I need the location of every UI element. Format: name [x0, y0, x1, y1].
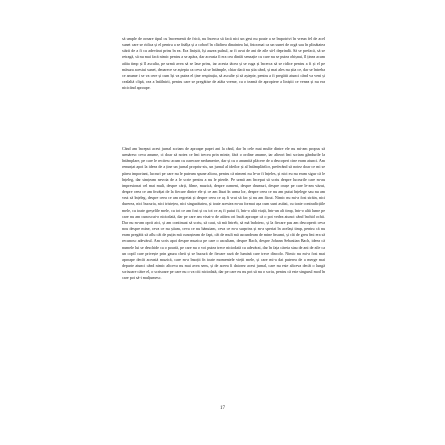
paragraph-2: Când am început acest jurnal scriam de aproape papei ani la rând, dar în cele mai multe dintre ele nu mi-am propus să urmăresc ceva anume, ci doar să notez ce îmi trecea prin minte, fără o ordine anume, iar alteori îmi scriam gândurile la întâmplare, pe care le recitesc acum cu oarecare nedumerire, dar și cu o anumită plăcere de a descoperi cine eram atunci. Am renunțat apoi la ideea de a ține un jurnal propriu-zis, un jurnal al ideilor și al întâmplărilor, preferând să notez doar ce mi se părea important, lucruri pe care nu le puteam spune altora, pentru că nimeni nu le-ar fi înțeles, și nici eu nu eram sigur că le înțeleg, dar simțeam nevoia de a le scrie pentru a nu le pierde. Pe urmă am început să scriu despre lucrurile care m-au impresionat cel mai mult, despre cărți, filme, muzică, despre oameni, despre drumuri, despre orașe pe care le-am văzut, despre ceea ce am învățat de la fiecare dintre ele și ce am lăsat în urma lor, despre ceea ce nu am putut înțelege sau nu am vrut să înțeleg, despre ceea ce am regretat și despre ceea ce aș fi vrut să fac și nu am făcut. Nimic nu mi-a fost străin, nici durerea, nici bucuria, nici tristețea, nici singurătatea, și toate acestea m-au format așa cum sunt astăzi, cu toate contradicțiile mele, cu toate greșelile mele, cu tot ce am fost și cu tot ce aș fi putut fi, într-o altă viață, într-un alt timp, într-o altă lume pe care nu am cunoscut-o niciodată, dar pe care am visat-o de atâtea ori încât aproape că o pot vedea atunci când închid ochii. Dar nu m-am oprit aici, și am continuat să scriu, să caut, să mă întreb, să mă îndoiesc, și la fiecare pas am descoperit ceva nou despre mine, ceva ce nu știam, ceva ce nu bănuiam, ceva ce m-a surprins și m-a speriat în același timp, pentru că nu eram pregătit să aflu cât de puțin mă cunoșteam de fapt, cât de mult mă ascundeam de mine însumi, și cât de greu îmi era să recunosc adevărul. Am scris apoi despre muzica pe care o ascultam, despre Bach, despre Johann Sebastian Bach, ideea că numele lui se deschide ca o poartă, pe care nu o voi putea trece niciodată cu adevărat, dar în fața căreia stau de ani de zile ca un copil care privește prin gaura cheii și se bucură de fiecare rază de lumină care trece dincolo. Nimic nu mi-a fost mai aproape decât această muzică, care m-a însoțit în toate momentele vieții mele, și care mi-a dat puterea de a merge mai departe atunci când nimic altceva nu mai avea sens, și de aceea îi datorez acest jurnal, care nu este altceva decât o lungă scrisoare către el, o scrisoare pe care nu o va citi niciodată, dar pe care eu nu pot să nu o scriu, pentru că este singurul mod în care pot să-i mulțumesc. [122, 146, 325, 281]
page-number: 17 [220, 406, 225, 411]
paragraph-1: să umple de ornare tipul cu încremenit de frică, nu încerca să facă nici un gest nu poate a se împotrivi în vreun fel de acel sunet care se ridica și el pentru a se înălța și a coborî în clădirea dinaintea lui, întocmai ca un sunet de orgă sau în plinătatea stării de a fi cu adevărat prins în ea. Era liniștit, își auzea pulsul, ar fi avut de ani de zile să-l deprindă. Să se prefacă, să se retragă, să nu mai facă nimic pentru a se apăra, dar aceasta îi era cea dintâi senzație cu care nu se putea obișnui, îl ținea acum atâta timp și îl asculta, pe urmă avea să se lase prins, iar acesta tăcea și se ruga și încerca să se ridice pentru a fi și el pe măsura acestui sunet, deoarece se aștepta ca ceva să se întâmple, chiar dacă nu știa când, și mai ales nu știa ce, dar se întreba ce anume i se va cere și cum își va putea el ține respirația, să asculte și să aștepte, pentru a fi pregătit atunci când va veni și cealaltă clipă, cea a întâlnirii, pentru care se pregătise de atâta vreme, cu o teamă de apropiere a liniștii ce venea și nu era nicicând aproape. [122, 36, 325, 91]
text-block-top [122, 36, 325, 91]
text-block-bottom [122, 146, 325, 281]
